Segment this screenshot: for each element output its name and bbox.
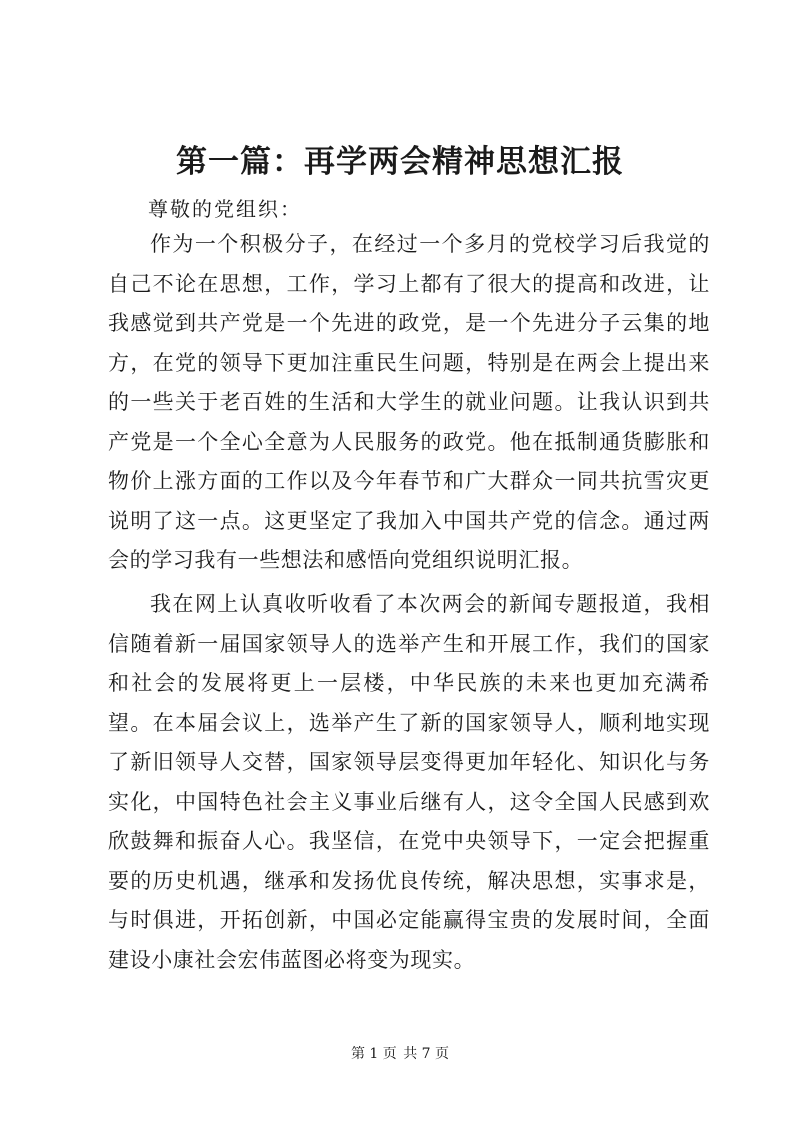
body-paragraph: 作为一个积极分子，在经过一个多月的党校学习后我觉的自己不论在思想，工作，学习上都有了很大的提高和改进，让我感觉到共产党是一个先进的政党，是一个先进分子云集的地方，在党的领导下更加注重民生问题，特别是在两会上提出来的一些关于老百姓的生活和大学生的就业问题。让我认识到共产党是一个全心全意为人民服务的政党。他在抵制通货膨胀和物价上涨方面的工作以及今年春节和广大群众一同共抗雪灾更说明了这一点。这更坚定了我加入中国共产党的信念。通过两会的学习我有一些想法和感悟向党组织说明汇报。	[108, 232, 710, 572]
body-paragraph: 我在网上认真收听收看了本次两会的新闻专题报道，我相信随着新一届国家领导人的选举产生和开展工作，我们的国家和社会的发展将更上一层楼，中华民族的未来也更加充满希望。在本届会议上，选举产生了新的国家领导人，顺利地实现了新旧领导人交替，国家领导层变得更加年轻化、知识化与务实化，中国特色社会主义事业后继有人，这令全国人民感到欢欣鼓舞和振奋人心。我坚信，在党中央领导下，一定会把握重要的历史机遇，继承和发扬优良传统，解决思想，实事求是，与时俱进，开拓创新，中国必定能赢得宝贵的发展时间，全面建设小康社会宏伟蓝图必将变为现实。	[108, 592, 710, 972]
page-number: 第 1 页	[350, 1046, 397, 1062]
page-total: 共 7 页	[403, 1046, 450, 1062]
document-title: 第一篇：再学两会精神思想汇报	[176, 144, 624, 180]
salutation: 尊敬的党组织：	[148, 197, 302, 221]
page-footer	[0, 1044, 800, 1064]
